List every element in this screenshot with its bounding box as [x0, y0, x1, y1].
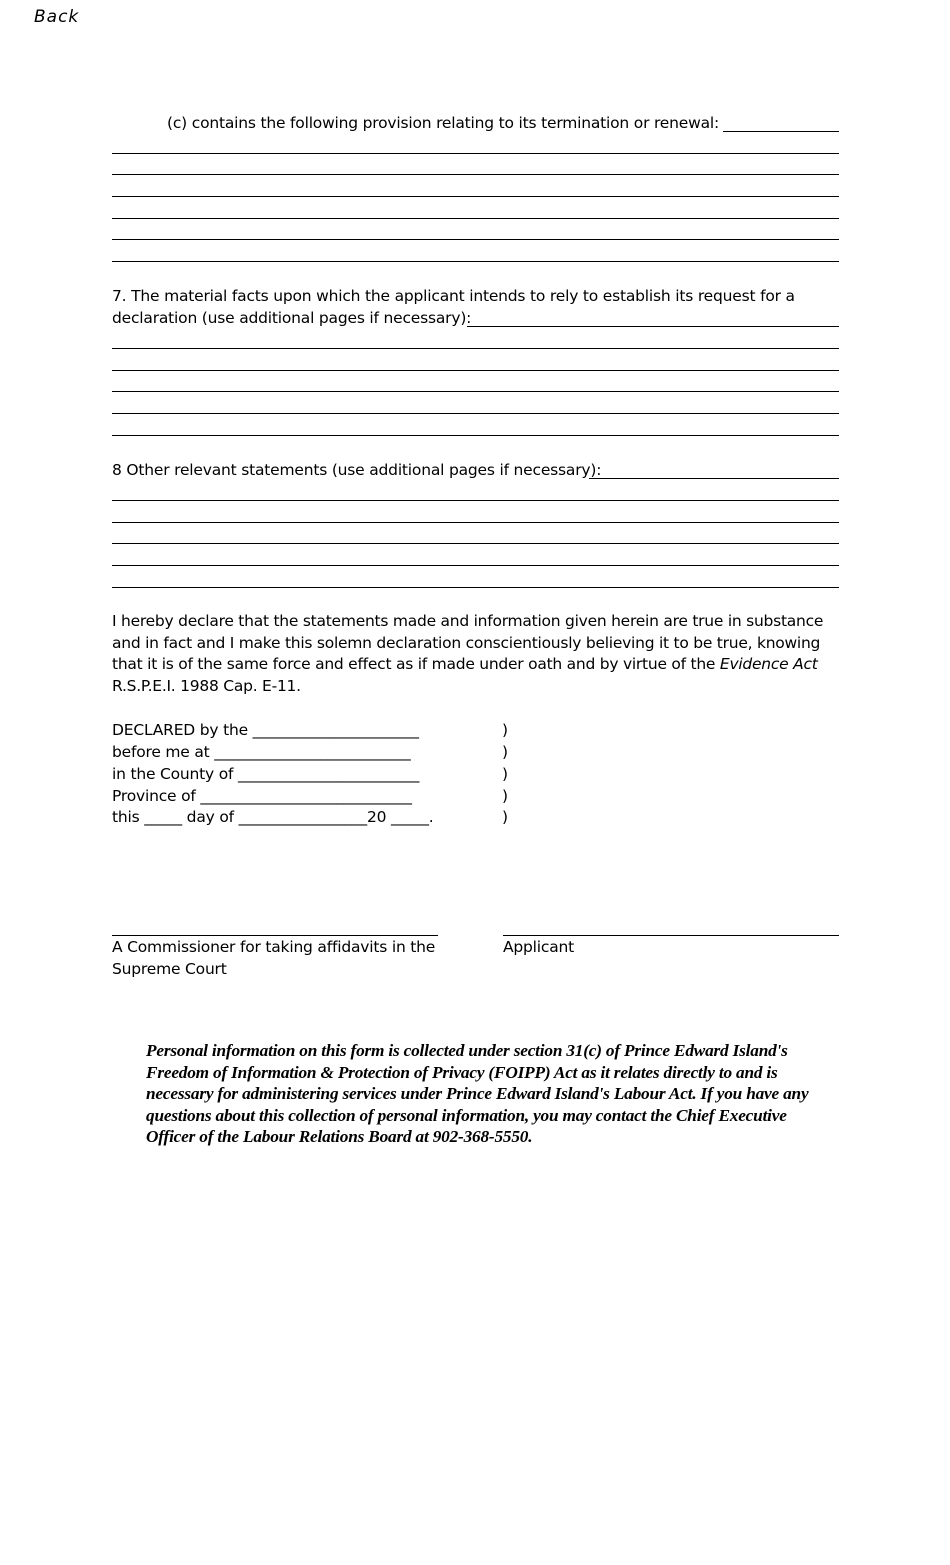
date-row: this _____ day of _________________20 _____. — [112, 808, 434, 826]
section-7-label-line2: declaration (use additional pages if necessary): — [112, 309, 472, 327]
section-8-answer-line[interactable] — [112, 522, 839, 523]
county-row: in the County of ________________________ — [112, 765, 420, 783]
section-7-answer-line[interactable] — [112, 435, 839, 436]
section-c-answer-line[interactable] — [112, 153, 839, 154]
section-7-answer-line[interactable] — [112, 370, 839, 371]
bracket-paren: ) — [502, 765, 509, 783]
province-row: Province of ____________________________ — [112, 787, 412, 805]
section-c-answer-line[interactable] — [112, 218, 839, 219]
section-c-answer-line[interactable] — [112, 174, 839, 175]
evidence-act-name: Evidence Act — [719, 655, 818, 674]
section-8-answer-line[interactable] — [112, 565, 839, 566]
privacy-notice: Personal information on this form is collected under section 31(c) of Prince Edward Island's Freedom of Information & Protection of Privacy (FOIPP) Act as it relates directly to and is necessary for administering services under Prince Edward Island's Labour Act. If you have any questions about this collection of personal information, you may contact the Chief Executive Officer of the Labour Relations Board at 902-368-5550. — [146, 1041, 809, 1147]
declaration-text-before: I hereby declare that the statements made and information given herein are true in substance and in fact and I make this solemn declaration conscientiously believing it to be true, knowing that it is of the same force and effect as if made under oath and by virtue of the — [112, 612, 824, 674]
declared-by-row: DECLARED by the ______________________ — [112, 721, 419, 739]
commissioner-label-line2: Supreme Court — [112, 960, 227, 978]
section-8-label: 8 Other relevant statements (use additional pages if necessary): — [112, 461, 602, 479]
declaration-text-after: R.S.P.E.I. 1988 Cap. E-11. — [112, 677, 301, 696]
bracket-paren: ) — [502, 721, 509, 739]
section-c-answer-line[interactable] — [112, 196, 839, 197]
before-me-at-row: before me at __________________________ — [112, 743, 411, 761]
section-8-answer-line[interactable] — [112, 500, 839, 501]
bracket-paren: ) — [502, 743, 509, 761]
back-link[interactable]: Back — [34, 7, 80, 27]
commissioner-label-line1: A Commissioner for taking affidavits in the — [112, 938, 436, 956]
section-7-answer-line[interactable] — [467, 326, 839, 327]
section-8-answer-line[interactable] — [112, 543, 839, 544]
section-c-answer-line[interactable] — [112, 261, 839, 262]
section-7-answer-line[interactable] — [112, 413, 839, 414]
bracket-paren: ) — [502, 787, 509, 805]
section-7-label-line1: 7. The material facts upon which the applicant intends to rely to establish its request for a — [112, 287, 795, 305]
bracket-paren: ) — [502, 808, 509, 826]
section-7-answer-line[interactable] — [112, 348, 839, 349]
section-c-answer-line[interactable] — [723, 131, 839, 132]
section-8-answer-line[interactable] — [589, 478, 839, 479]
applicant-label: Applicant — [503, 938, 575, 956]
section-c-answer-line[interactable] — [112, 239, 839, 240]
section-7-answer-line[interactable] — [112, 391, 839, 392]
declaration-paragraph — [112, 611, 840, 698]
section-8-answer-line[interactable] — [112, 587, 839, 588]
section-c-label: (c) contains the following provision relating to its termination or renewal: — [167, 114, 719, 132]
